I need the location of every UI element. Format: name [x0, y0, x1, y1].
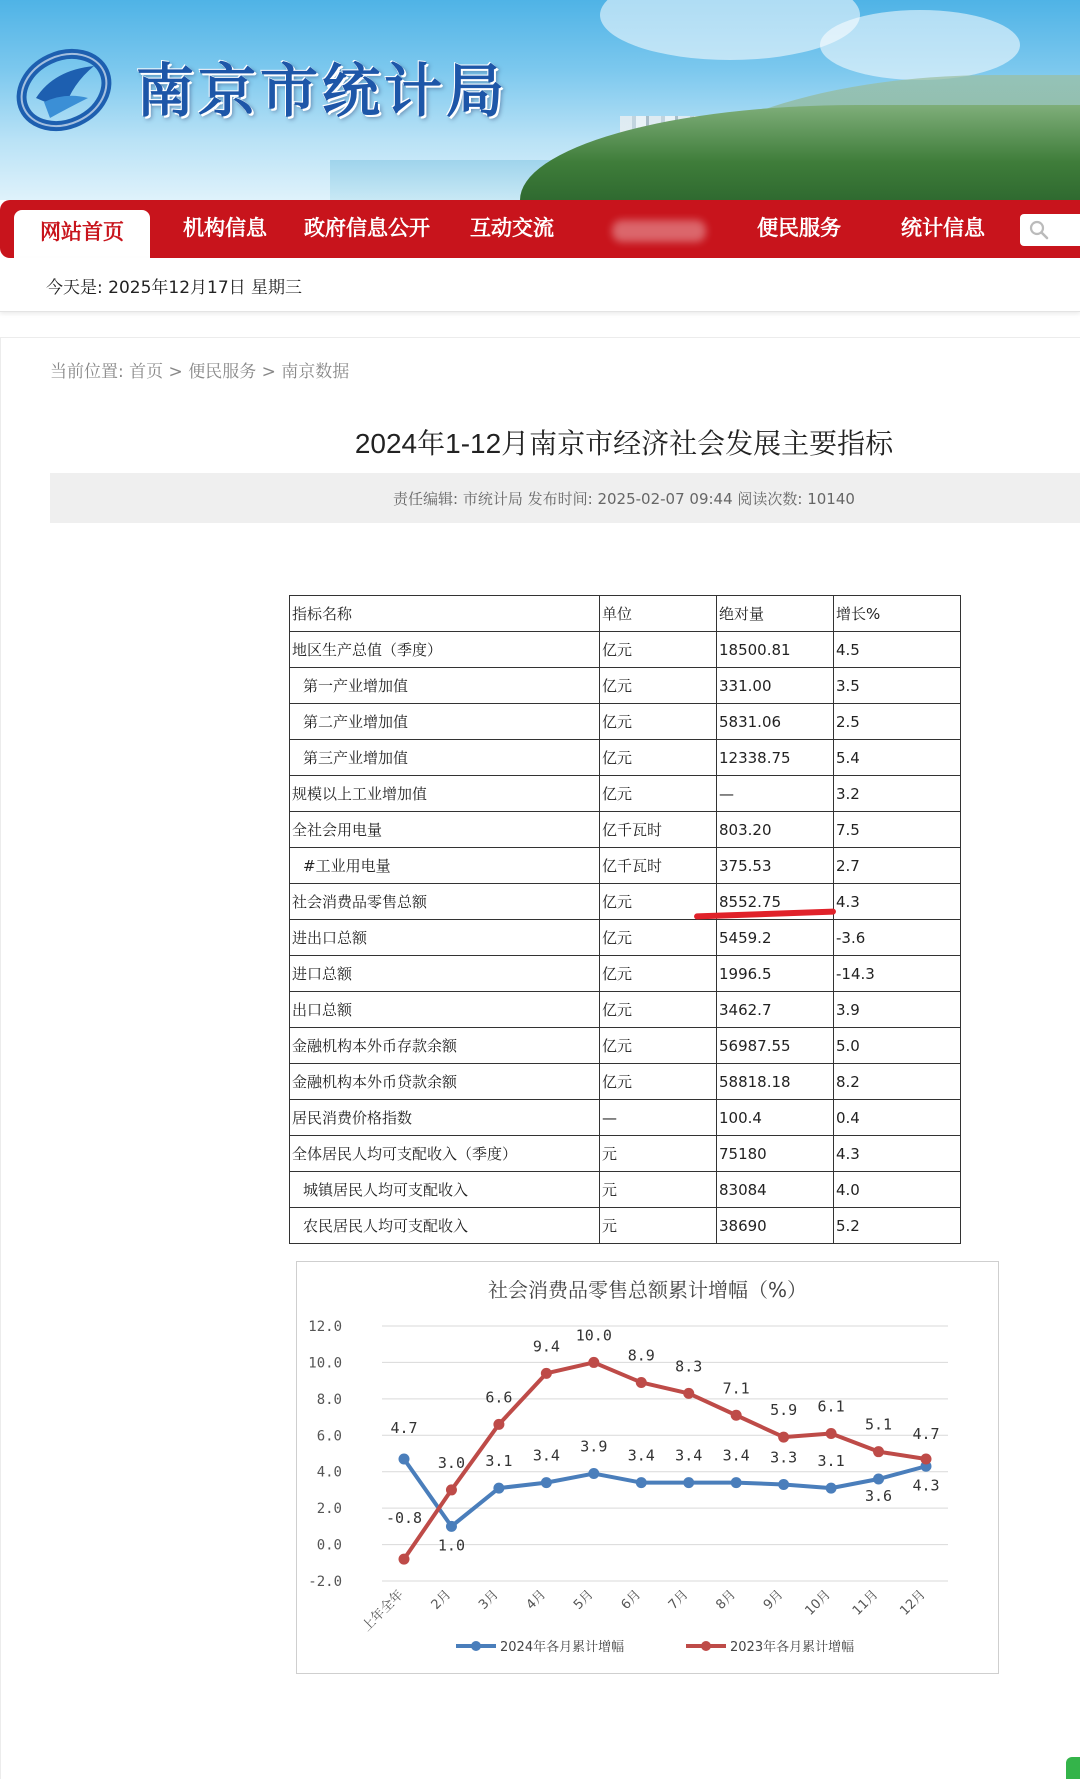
growth-cell: -3.6	[834, 920, 961, 956]
content-divider	[0, 337, 1080, 338]
legend-marker	[701, 1641, 711, 1651]
growth-cell: 5.2	[834, 1208, 961, 1244]
data-point	[399, 1554, 410, 1565]
growth-cell: 5.0	[834, 1028, 961, 1064]
table-row	[290, 776, 961, 812]
growth-cell: 4.0	[834, 1172, 961, 1208]
chart-title: 社会消费品零售总额累计增幅（%）	[487, 1278, 807, 1302]
indicator-name-cell: 社会消费品零售总额	[290, 884, 600, 920]
x-tick-label: 9月	[760, 1587, 787, 1613]
growth-cell: 7.5	[834, 812, 961, 848]
data-point	[541, 1368, 552, 1379]
value-cell: 1996.5	[717, 956, 834, 992]
banner-cloud	[820, 10, 1020, 80]
table-row	[290, 704, 961, 740]
value-cell: 5459.2	[717, 920, 834, 956]
unit-cell: 亿元	[600, 920, 717, 956]
value-cell: —	[717, 776, 834, 812]
nav-item-interaction[interactable]: 互动交流	[470, 217, 554, 240]
data-point	[921, 1453, 932, 1464]
data-point	[588, 1357, 599, 1368]
current-date: 今天是: 2025年12月17日 星期三	[46, 278, 303, 298]
unit-cell: 亿元	[600, 1028, 717, 1064]
indicator-name-cell: 金融机构本外币贷款余额	[290, 1064, 600, 1100]
value-cell: 8552.75	[717, 884, 834, 920]
data-point	[541, 1477, 552, 1488]
growth-cell: 3.5	[834, 668, 961, 704]
header-name: 指标名称	[290, 596, 600, 632]
data-point	[493, 1483, 504, 1494]
growth-cell: 4.5	[834, 632, 961, 668]
unit-cell: 亿元	[600, 704, 717, 740]
data-label: 5.1	[864, 1415, 893, 1434]
x-tick-label: 12月	[897, 1587, 929, 1619]
indicator-name-cell: 居民消费价格指数	[290, 1100, 600, 1136]
data-label: 9.4	[532, 1337, 560, 1356]
table-header-row	[290, 596, 961, 632]
unit-cell: 亿元	[600, 884, 717, 920]
data-label: 3.9	[580, 1437, 608, 1456]
table-row	[290, 1100, 961, 1136]
legend-marker	[471, 1641, 481, 1651]
content-border	[0, 337, 1, 1779]
bureau-logo-icon[interactable]	[14, 40, 118, 136]
value-cell: 75180	[717, 1136, 834, 1172]
breadcrumb	[50, 357, 349, 382]
x-tick-label: 上年全年	[359, 1587, 407, 1635]
x-tick-label: 6月	[618, 1587, 645, 1613]
data-point	[778, 1479, 789, 1490]
wechat-share-icon[interactable]	[1066, 1757, 1080, 1779]
data-point	[683, 1477, 694, 1488]
table-row	[290, 1172, 961, 1208]
x-tick-label: 11月	[849, 1587, 882, 1619]
growth-cell: 3.2	[834, 776, 961, 812]
header-value: 绝对量	[717, 596, 834, 632]
x-tick-label: 4月	[523, 1587, 550, 1613]
table-row	[290, 992, 961, 1028]
growth-cell: 4.3	[834, 1136, 961, 1172]
indicator-name-cell: 进口总额	[290, 956, 600, 992]
value-cell: 56987.55	[717, 1028, 834, 1064]
data-label: 6.6	[485, 1388, 513, 1407]
data-point	[731, 1477, 742, 1488]
table-row	[290, 884, 961, 920]
data-point	[826, 1483, 837, 1494]
table-row	[290, 632, 961, 668]
indicator-name-cell: 城镇居民人均可支配收入	[290, 1172, 600, 1208]
unit-cell: 元	[600, 1208, 717, 1244]
data-point	[446, 1484, 457, 1495]
y-tick-label: 0.0	[316, 1537, 342, 1554]
x-tick-label: 7月	[665, 1587, 692, 1613]
data-point	[731, 1410, 742, 1421]
unit-cell: 亿千瓦时	[600, 812, 717, 848]
series-line-2024	[404, 1459, 926, 1526]
table-row	[290, 1064, 961, 1100]
indicator-name-cell: 第三产业增加值	[290, 740, 600, 776]
breadcrumb-nanjing-data[interactable]: 南京数据	[281, 362, 350, 382]
data-point	[446, 1521, 457, 1532]
article-meta: 责任编辑: 市统计局 发布时间: 2025-02-07 09:44 阅读次数: 10140	[393, 490, 855, 508]
data-label: 3.6	[864, 1487, 893, 1505]
value-cell: 803.20	[717, 812, 834, 848]
y-tick-label: 12.0	[308, 1319, 342, 1335]
value-cell: 38690	[717, 1208, 834, 1244]
breadcrumb-separator: >	[168, 362, 183, 382]
data-label: 8.9	[627, 1346, 655, 1365]
indicator-name-cell: 全体居民人均可支配收入（季度）	[290, 1136, 600, 1172]
table-row	[290, 668, 961, 704]
x-tick-label: 10月	[802, 1587, 834, 1619]
unit-cell: 亿元	[600, 992, 717, 1028]
breadcrumb-home[interactable]: 首页	[129, 362, 164, 382]
growth-cell: 4.3	[834, 884, 961, 920]
breadcrumb-separator: >	[261, 362, 276, 382]
nav-item-organization[interactable]: 机构信息	[183, 217, 267, 240]
unit-cell: —	[600, 1100, 717, 1136]
x-tick-label: 3月	[476, 1587, 502, 1613]
header-growth: 增长%	[834, 596, 961, 632]
indicator-name-cell: 农民居民人均可支配收入	[290, 1208, 600, 1244]
value-cell: 100.4	[717, 1100, 834, 1136]
data-label: 3.3	[770, 1448, 798, 1467]
data-label: 8.3	[675, 1357, 703, 1376]
indicator-name-cell: 第一产业增加值	[290, 668, 600, 704]
table-row	[290, 1028, 961, 1064]
value-cell: 18500.81	[717, 632, 834, 668]
data-point	[778, 1432, 789, 1443]
unit-cell: 元	[600, 1172, 717, 1208]
x-tick-label: 5月	[570, 1587, 597, 1613]
unit-cell: 亿元	[600, 740, 717, 776]
value-cell: 83084	[717, 1172, 834, 1208]
unit-cell: 亿元	[600, 956, 717, 992]
table-row	[290, 1136, 961, 1172]
unit-cell: 亿元	[600, 776, 717, 812]
nav-item-home[interactable]: 网站首页	[14, 210, 150, 258]
table-row	[290, 848, 961, 884]
data-label: 3.4	[722, 1446, 750, 1465]
data-point	[399, 1453, 410, 1464]
retail-growth-chart	[296, 1261, 999, 1674]
data-point	[636, 1477, 647, 1488]
growth-cell: -14.3	[834, 956, 961, 992]
series-line-2023	[404, 1362, 926, 1559]
indicator-name-cell: 金融机构本外币存款余额	[290, 1028, 600, 1064]
data-label: 3.1	[817, 1452, 845, 1471]
value-cell: 12338.75	[717, 740, 834, 776]
nav-item-statistics[interactable]: 统计信息	[901, 217, 985, 240]
article-title: 2024年1-12月南京市经济社会发展主要指标	[354, 428, 894, 459]
nav-item-gov-info[interactable]: 政府信息公开	[304, 217, 430, 240]
value-cell: 375.53	[717, 848, 834, 884]
data-point	[873, 1446, 884, 1457]
unit-cell: 元	[600, 1136, 717, 1172]
table-row	[290, 956, 961, 992]
value-cell: 331.00	[717, 668, 834, 704]
data-label: 4.7	[912, 1424, 940, 1443]
y-tick-label: 2.0	[316, 1501, 342, 1518]
y-tick-label: -2.0	[308, 1574, 342, 1590]
data-label: 7.1	[722, 1379, 750, 1398]
indicator-table	[289, 595, 961, 1244]
nav-item-obscured[interactable]	[612, 220, 706, 242]
unit-cell: 亿元	[600, 632, 717, 668]
data-label: 3.4	[532, 1446, 560, 1465]
data-point	[588, 1468, 599, 1479]
breadcrumb-prefix: 当前位置:	[50, 362, 124, 382]
data-label: 3.4	[675, 1446, 703, 1465]
indicator-name-cell: 出口总额	[290, 992, 600, 1028]
unit-cell: 亿元	[600, 668, 717, 704]
y-tick-label: 4.0	[316, 1464, 342, 1481]
growth-cell: 5.4	[834, 740, 961, 776]
y-tick-label: 8.0	[316, 1391, 342, 1408]
unit-cell: 亿千瓦时	[600, 848, 717, 884]
growth-cell: 2.5	[834, 704, 961, 740]
data-point	[493, 1419, 504, 1430]
value-cell: 5831.06	[717, 704, 834, 740]
data-label: 3.1	[485, 1452, 513, 1471]
data-point	[683, 1388, 694, 1399]
site-title[interactable]: 南京市统计局	[136, 57, 509, 125]
legend-label: 2023年各月累计增幅	[730, 1640, 855, 1655]
data-label: 10.0	[575, 1326, 612, 1345]
main-nav	[0, 200, 1080, 258]
indicator-name-cell: 进出口总额	[290, 920, 600, 956]
growth-cell: 2.7	[834, 848, 961, 884]
data-label: -0.8	[385, 1509, 423, 1528]
breadcrumb-services[interactable]: 便民服务	[188, 362, 257, 382]
indicator-name-cell: #工业用电量	[290, 848, 600, 884]
y-tick-label: 10.0	[308, 1355, 342, 1372]
data-label: 4.3	[912, 1476, 940, 1495]
x-tick-label: 2月	[428, 1587, 455, 1613]
table-row	[290, 740, 961, 776]
indicator-name-cell: 全社会用电量	[290, 812, 600, 848]
value-cell: 3462.7	[717, 992, 834, 1028]
indicator-name-cell: 第二产业增加值	[290, 704, 600, 740]
data-point	[636, 1377, 647, 1388]
data-label: 5.9	[770, 1401, 798, 1420]
header-unit: 单位	[600, 596, 717, 632]
legend-label: 2024年各月累计增幅	[500, 1640, 625, 1655]
data-label: 6.1	[817, 1397, 845, 1416]
data-point	[826, 1428, 837, 1439]
x-tick-label: 8月	[713, 1587, 740, 1613]
growth-cell: 0.4	[834, 1100, 961, 1136]
table-row	[290, 812, 961, 848]
indicator-name-cell: 规模以上工业增加值	[290, 776, 600, 812]
data-label: 3.4	[627, 1446, 655, 1465]
indicator-name-cell: 地区生产总值（季度）	[290, 632, 600, 668]
value-cell: 58818.18	[717, 1064, 834, 1100]
unit-cell: 亿元	[600, 1064, 717, 1100]
data-label: 1.0	[437, 1536, 466, 1555]
data-point	[873, 1474, 884, 1485]
search-icon[interactable]	[1028, 219, 1050, 241]
data-label: 3.0	[437, 1453, 466, 1472]
table-row	[290, 1208, 961, 1244]
table-row	[290, 920, 961, 956]
growth-cell: 3.9	[834, 992, 961, 1028]
nav-item-services[interactable]: 便民服务	[757, 217, 841, 240]
y-tick-label: 6.0	[316, 1428, 342, 1445]
data-label: 4.7	[390, 1418, 418, 1437]
banner-forest	[520, 105, 1080, 200]
growth-cell: 8.2	[834, 1064, 961, 1100]
